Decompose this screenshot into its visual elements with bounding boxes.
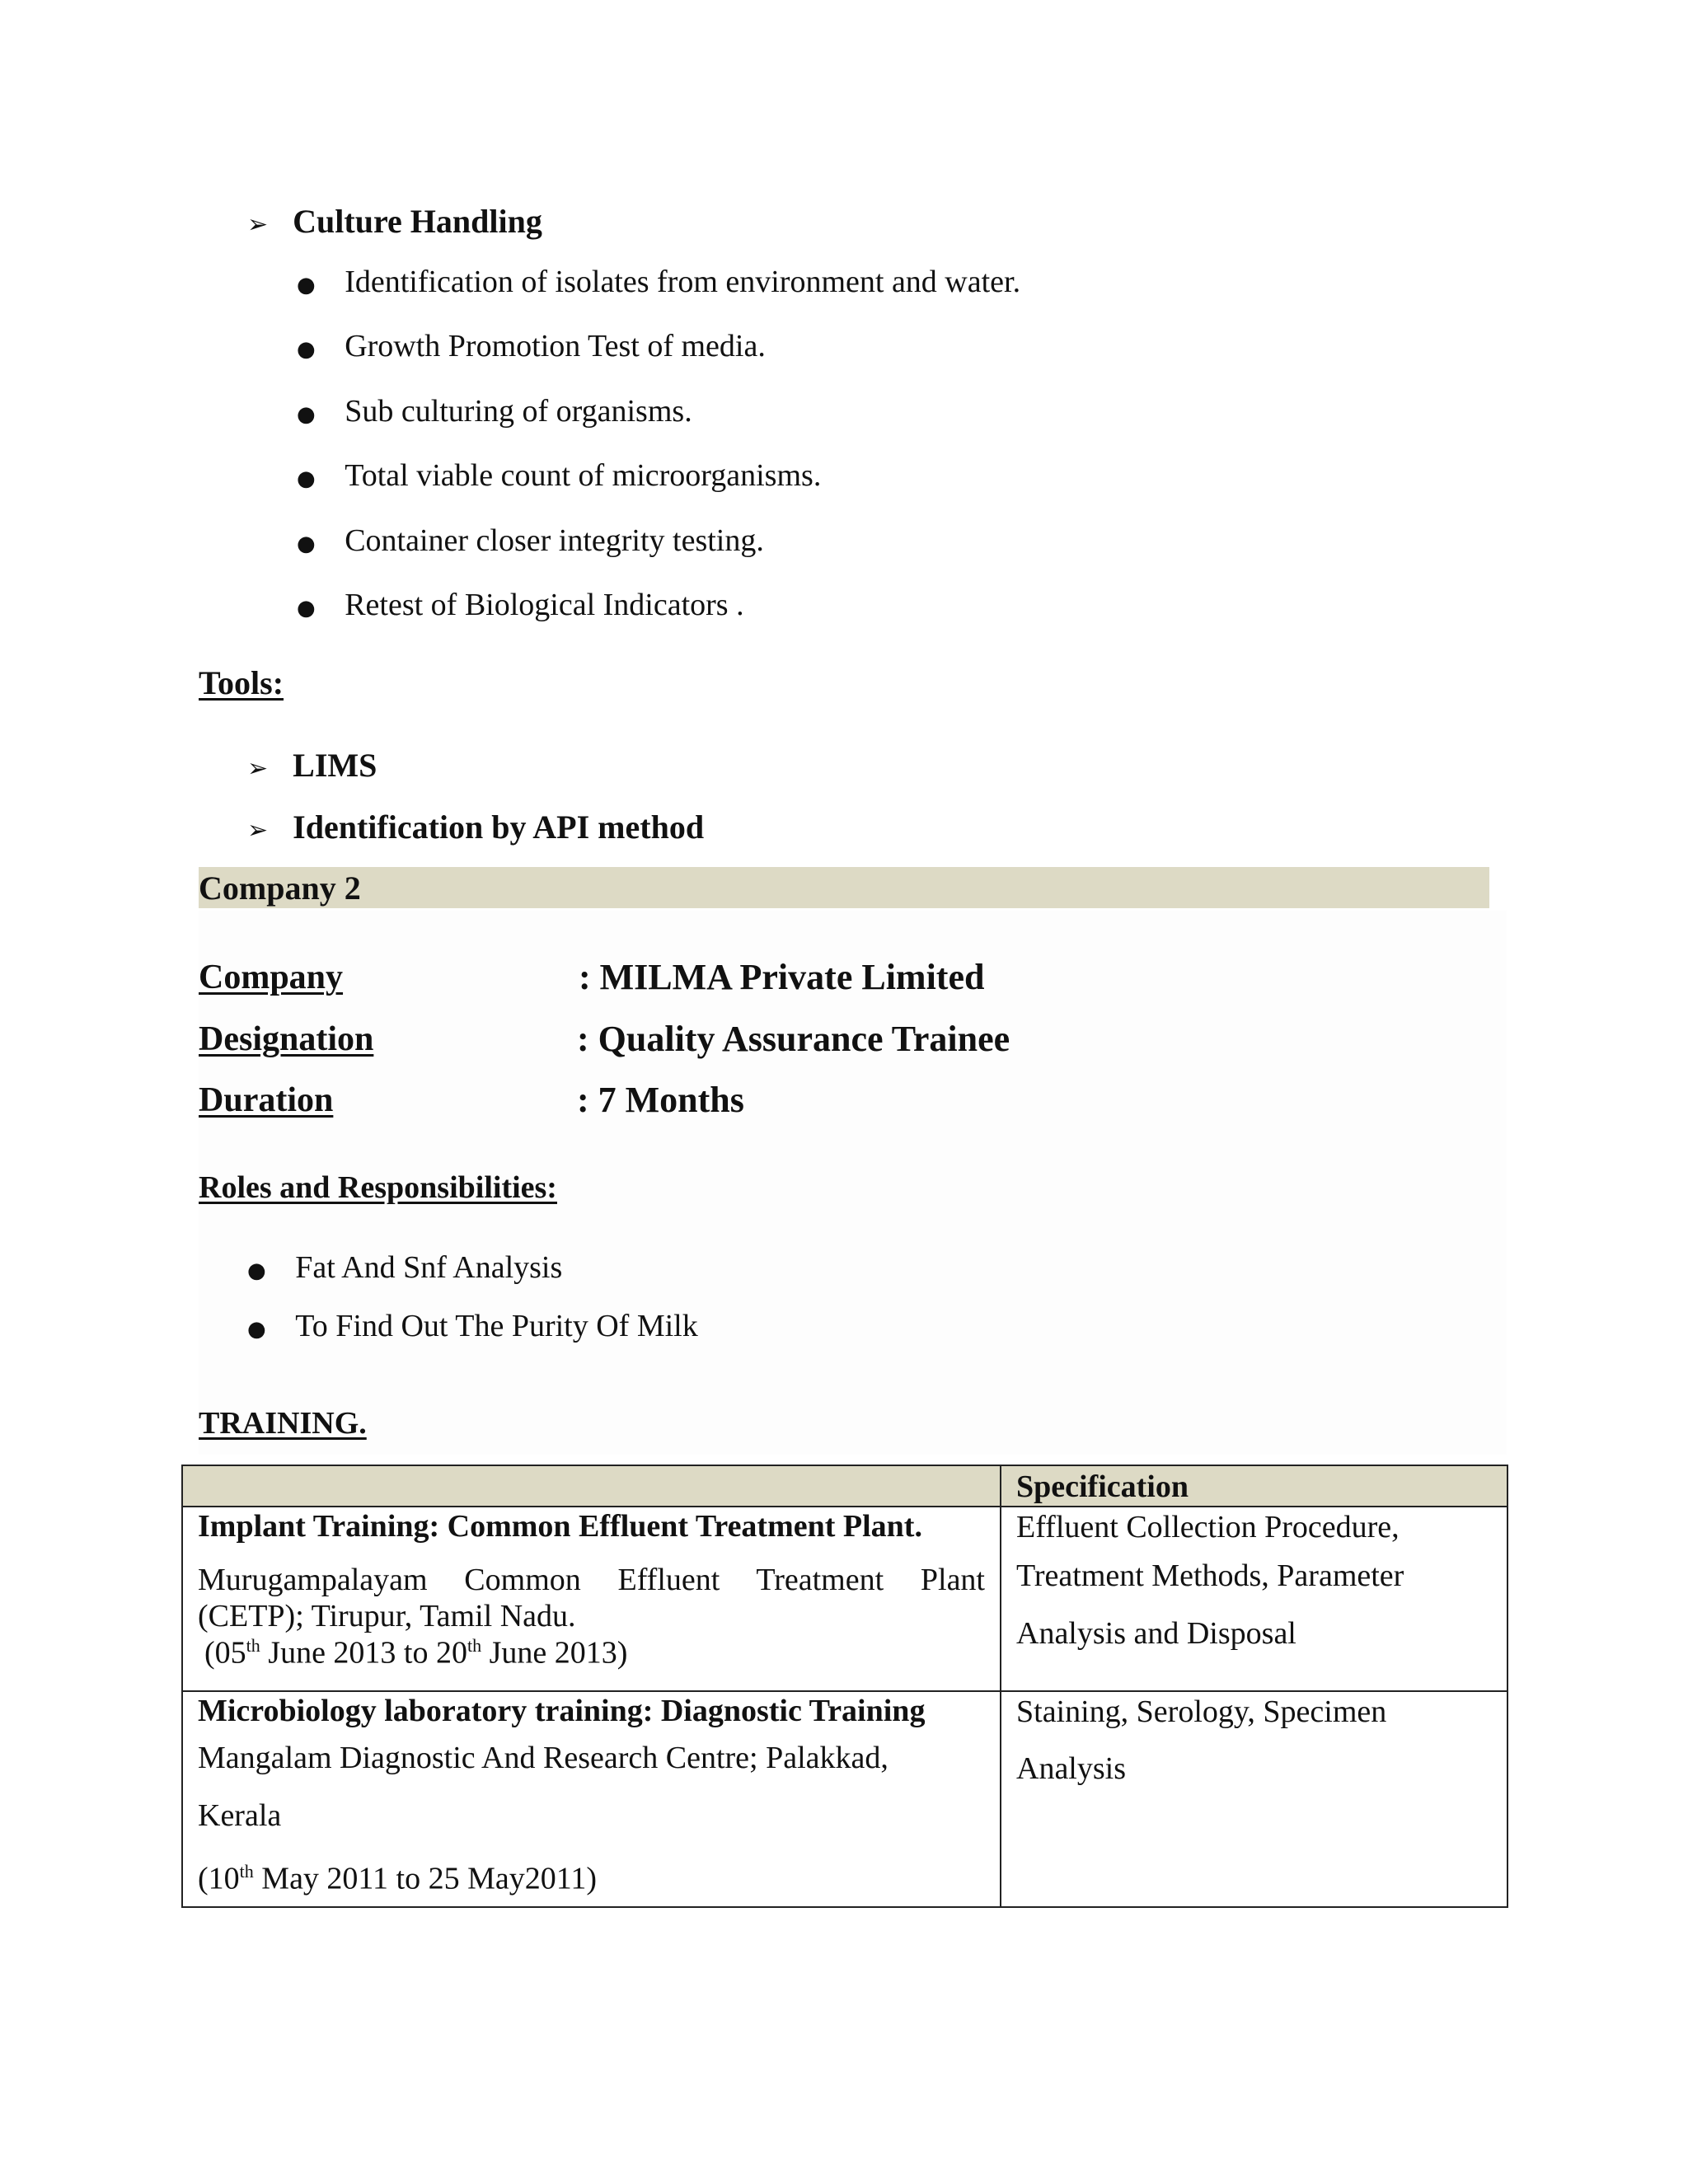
training-dates: (05th June 2013 to 20th June 2013)	[204, 1634, 628, 1671]
list-item: ● Fat And Snf Analysis	[247, 1250, 563, 1285]
designation-value: : Quality Assurance Trainee	[577, 1019, 1010, 1059]
specification-cell	[1001, 1507, 1507, 1691]
spec-line: Analysis and Disposal	[1016, 1615, 1296, 1651]
arrow-bullet-icon: ➢	[247, 816, 269, 845]
arrow-bullet-icon: ➢	[247, 754, 269, 783]
training-place-2: (CETP); Tirupur, Tamil Nadu.	[198, 1599, 576, 1634]
list-item: ● Total viable count of microorganisms.	[297, 458, 822, 493]
roles-heading: Roles and Responsibilities:	[199, 1170, 557, 1205]
list-item: ● Identification of isolates from environment and water.	[297, 265, 1021, 299]
bullet-icon: ●	[297, 466, 316, 491]
bullet-icon: ●	[297, 402, 316, 427]
culture-handling-title: Culture Handling	[293, 203, 542, 240]
tools-heading: Tools:	[199, 664, 284, 701]
spec-line: Analysis	[1016, 1750, 1126, 1786]
training-heading: TRAINING.	[199, 1406, 367, 1441]
training-place: Murugampalayam Common Effluent Treatment Plant	[198, 1563, 985, 1598]
bullet-icon: ●	[247, 1258, 266, 1283]
training-title: Microbiology laboratory training: Diagnostic Training	[198, 1693, 926, 1728]
training-title: Implant Training: Common Effluent Treatment Plant.	[198, 1508, 922, 1544]
header-cell-empty	[182, 1465, 1001, 1507]
tools-item-api: ➢ Identification by API method	[247, 808, 705, 846]
spec-line: Staining, Serology, Specimen	[1016, 1694, 1387, 1729]
arrow-bullet-icon: ➢	[247, 210, 269, 239]
duration-value: : 7 Months	[577, 1080, 744, 1120]
table-row	[182, 1691, 1507, 1907]
list-item: ● Sub culturing of organisms.	[297, 394, 692, 429]
training-place-2: Kerala	[198, 1798, 282, 1834]
company-band	[199, 867, 1489, 908]
list-item: ● To Find Out The Purity Of Milk	[247, 1309, 698, 1343]
training-cell	[182, 1507, 1001, 1691]
training-place: Mangalam Diagnostic And Research Centre; Palakkad,	[198, 1741, 889, 1776]
list-item: ● Growth Promotion Test of media.	[297, 329, 766, 363]
bullet-icon: ●	[247, 1317, 266, 1342]
bullet-icon: ●	[297, 532, 316, 556]
tools-item-lims: ➢ LIMS	[247, 747, 377, 784]
training-table	[181, 1465, 1508, 1908]
bullet-icon: ●	[297, 337, 316, 362]
table-row	[182, 1507, 1507, 1691]
training-dates: (10th May 2011 to 25 May2011)	[198, 1861, 597, 1897]
designation-label: Designation	[199, 1020, 374, 1058]
header-cell-specification: Specification	[1001, 1465, 1507, 1507]
bullet-icon: ●	[297, 273, 316, 298]
company-band-title: Company 2	[199, 869, 361, 907]
training-cell	[182, 1691, 1001, 1907]
company-value: : MILMA Private Limited	[579, 957, 985, 997]
culture-handling-heading	[247, 202, 542, 241]
spec-line: Treatment Methods, Parameter	[1016, 1558, 1404, 1593]
specification-cell	[1001, 1691, 1507, 1907]
list-item: ● Retest of Biological Indicators .	[297, 588, 744, 622]
bullet-icon: ●	[297, 596, 316, 621]
table-header-row	[182, 1465, 1507, 1507]
spec-line: Effluent Collection Procedure,	[1016, 1509, 1400, 1544]
company-label: Company	[199, 958, 344, 996]
list-item: ● Container closer integrity testing.	[297, 523, 764, 558]
duration-label: Duration	[199, 1081, 334, 1119]
